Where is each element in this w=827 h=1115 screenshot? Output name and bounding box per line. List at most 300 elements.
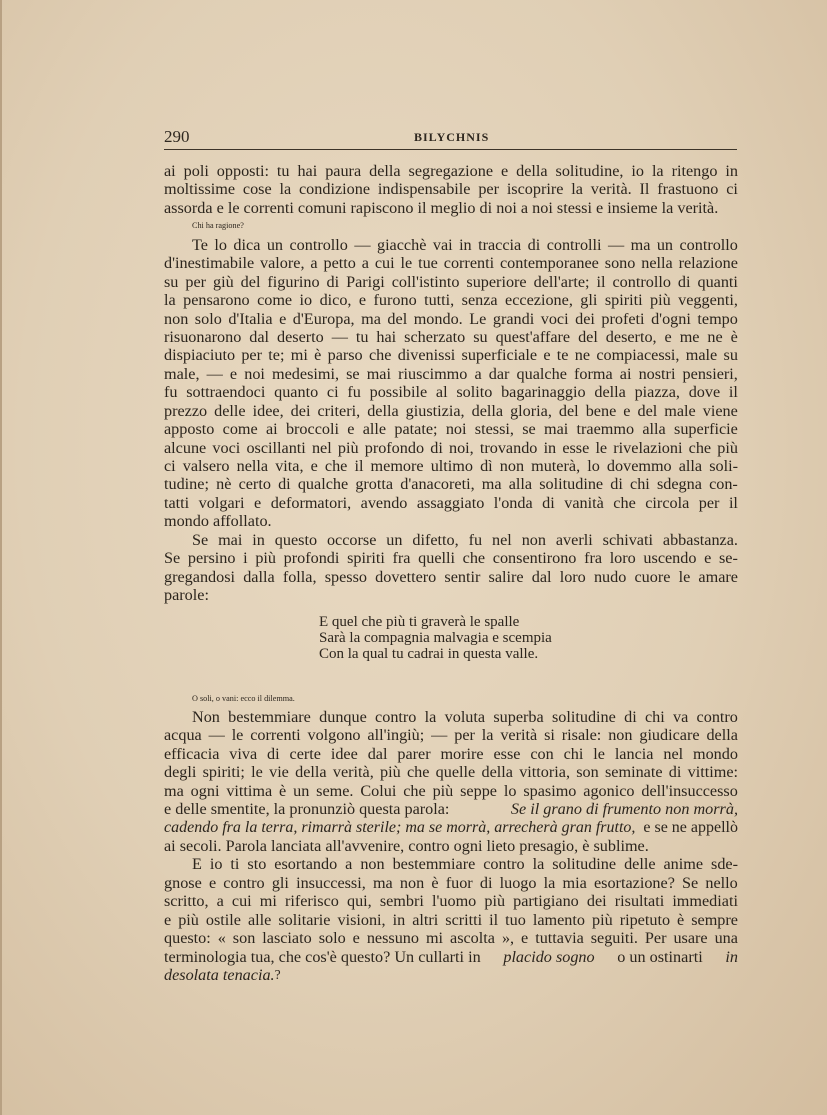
word: si xyxy=(544,726,555,745)
word: cose xyxy=(242,180,272,199)
word: muterà, xyxy=(531,457,581,475)
word: bagarinaggio xyxy=(501,383,586,402)
word: giacchè xyxy=(376,235,427,254)
word: solitudine, xyxy=(555,162,624,180)
word: tuttavia xyxy=(535,929,584,948)
word: la xyxy=(424,707,437,726)
word: risale: xyxy=(561,726,602,745)
word: le xyxy=(251,763,263,782)
word: idee, xyxy=(252,401,284,420)
word: opposti: xyxy=(216,162,269,180)
word: più xyxy=(717,438,738,457)
word: spiriti xyxy=(604,291,643,310)
word: contro xyxy=(483,855,525,874)
word: dispiaciuto xyxy=(164,346,236,365)
word: ti xyxy=(230,855,240,874)
word: sentir xyxy=(444,567,481,586)
word: ai xyxy=(265,420,278,439)
word: dal xyxy=(531,567,552,586)
word: alla xyxy=(642,420,666,439)
word: di xyxy=(326,272,340,291)
word: solitudine xyxy=(539,475,604,494)
text-line: mondo affollato. xyxy=(164,512,272,531)
word: acqua xyxy=(164,726,202,745)
word: visioni, xyxy=(337,910,386,929)
word: Il xyxy=(639,180,650,199)
text-line xyxy=(164,874,738,892)
word: giù xyxy=(213,272,234,291)
word: eccezione, xyxy=(505,291,573,310)
word: per xyxy=(241,346,262,365)
word: Se xyxy=(164,549,181,568)
word: io xyxy=(209,855,223,874)
word: dovettero xyxy=(375,567,437,586)
word: non xyxy=(499,457,525,475)
italic-quote: cadendo fra la terra, rimarrà sterile; ma se morrà, arrecherà gran frutto, xyxy=(164,818,636,836)
word: ci xyxy=(326,383,339,402)
word: forma xyxy=(574,364,613,383)
paragraph-2 xyxy=(164,217,738,235)
word: spiriti xyxy=(347,549,385,568)
word: parso xyxy=(327,346,363,365)
word: e xyxy=(254,493,262,512)
word: il xyxy=(354,457,364,475)
verse-line: E quel che più ti graverà le spalle xyxy=(319,613,520,630)
word: ma xyxy=(372,873,393,892)
word: del xyxy=(637,401,658,420)
word: e xyxy=(310,457,318,475)
word: quest'affare xyxy=(495,327,571,346)
word: in xyxy=(392,910,406,929)
word: viene xyxy=(702,401,738,420)
word: segregazione xyxy=(408,162,494,180)
word: più xyxy=(484,892,506,911)
word: di xyxy=(668,763,682,782)
word: difetto, xyxy=(412,530,459,549)
word: pensieri, xyxy=(682,364,738,383)
word: della xyxy=(295,763,327,782)
word: traemmo xyxy=(576,420,635,439)
word: qui, xyxy=(346,892,372,911)
word: controlli xyxy=(546,235,602,254)
word: d'ogni xyxy=(651,309,691,328)
word: nostri xyxy=(638,364,676,383)
word: dei xyxy=(290,401,311,420)
word: gli xyxy=(271,873,289,892)
word: scritto, xyxy=(164,892,209,911)
word: contemporanee xyxy=(500,254,599,273)
text-line xyxy=(164,291,738,309)
word: del xyxy=(240,272,261,291)
word: lo xyxy=(587,457,600,475)
word: risultati xyxy=(614,892,665,911)
word: efficacia xyxy=(164,744,220,763)
word: per xyxy=(185,272,207,291)
word: mai xyxy=(366,364,391,383)
word: nessuno xyxy=(366,929,419,948)
word: luogo xyxy=(499,873,537,892)
word: vittima xyxy=(226,781,273,800)
word: mai xyxy=(543,420,569,439)
word: su xyxy=(473,327,488,346)
word: più xyxy=(178,910,199,929)
word: male xyxy=(664,401,696,420)
word: controllo xyxy=(679,235,738,254)
word: ascolta xyxy=(450,929,495,948)
word: morire xyxy=(440,744,484,763)
word: mai xyxy=(218,530,243,549)
word: una xyxy=(714,929,738,948)
word: che xyxy=(613,493,636,512)
word: esortando xyxy=(274,855,338,874)
word: poli xyxy=(183,162,209,180)
word: profondi xyxy=(283,549,340,568)
word: esse xyxy=(493,744,521,763)
paragraph-5 xyxy=(164,690,738,708)
word: delle xyxy=(624,855,656,874)
word: cui xyxy=(374,254,395,273)
word: gloria, xyxy=(510,401,552,420)
word: con- xyxy=(709,475,738,494)
word: mi xyxy=(259,892,277,911)
word: senza xyxy=(461,291,498,310)
text-line xyxy=(164,365,738,383)
paragraph-4 xyxy=(164,531,738,605)
text-line xyxy=(164,531,738,549)
word: è xyxy=(314,346,322,365)
word: la xyxy=(543,873,556,892)
word: dì xyxy=(480,457,493,475)
word: a xyxy=(216,892,224,911)
word: e xyxy=(664,327,672,346)
word: è xyxy=(730,327,738,346)
word: d'Europa, xyxy=(292,309,355,328)
word: solo xyxy=(318,929,346,948)
text-span: e delle smentite, la pronunziò questa parola: xyxy=(164,800,450,819)
text-line xyxy=(164,457,738,475)
running-title: BILYCHNIS xyxy=(414,130,490,144)
word: deserto, xyxy=(605,327,657,346)
word: ma xyxy=(630,235,651,254)
word: tempo xyxy=(697,309,738,328)
word: io xyxy=(299,291,313,310)
word: chi xyxy=(630,475,650,494)
word: noi xyxy=(445,420,467,439)
text-line xyxy=(164,402,738,420)
word: « xyxy=(217,929,226,948)
word: male xyxy=(685,346,718,365)
word: vie xyxy=(269,763,289,782)
word: in xyxy=(252,530,265,549)
word: Se xyxy=(682,873,699,892)
word: apposto xyxy=(164,420,215,439)
word: riferisco xyxy=(284,892,339,911)
word: insuccessi, xyxy=(296,873,366,892)
word: il xyxy=(596,272,606,291)
word: la xyxy=(532,855,545,874)
word: qualche xyxy=(516,364,567,383)
word: nel xyxy=(663,744,684,763)
word: dovemmo xyxy=(606,457,672,475)
word: della xyxy=(516,162,548,180)
word: che xyxy=(403,781,426,800)
word: Per xyxy=(644,929,667,948)
text-line xyxy=(164,782,738,800)
word: certo xyxy=(238,475,271,494)
word: ma xyxy=(481,475,502,494)
text-line: assorda e le correnti comuni rapiscono il meglio di noi a noi stessi e insieme la verità. xyxy=(164,198,719,217)
word: gregandosi xyxy=(164,567,236,586)
word: verità xyxy=(500,726,538,745)
page-number: 290 xyxy=(164,127,190,146)
word: la xyxy=(164,291,176,310)
word: per xyxy=(454,726,475,745)
word: frastuono xyxy=(657,180,719,199)
word: voluta xyxy=(444,707,486,726)
word: soli- xyxy=(709,457,738,475)
word: la xyxy=(651,162,664,180)
word: furono xyxy=(373,291,417,310)
word: controllo xyxy=(289,235,348,254)
word: chi xyxy=(644,707,665,726)
word: dar xyxy=(488,364,510,383)
word: male, xyxy=(164,364,200,383)
word: Non xyxy=(192,707,220,726)
word: più xyxy=(650,291,671,310)
word: assaggiato xyxy=(416,493,485,512)
text-line xyxy=(164,911,738,929)
word: ai xyxy=(619,364,632,383)
word: hai xyxy=(376,327,397,346)
word: nudo xyxy=(593,567,627,586)
text-span: e se ne appellò xyxy=(643,818,738,836)
word: controllo xyxy=(612,272,671,291)
word: va xyxy=(673,707,689,726)
word: il xyxy=(489,910,499,929)
word: veggenti, xyxy=(678,291,738,310)
word: persino xyxy=(187,549,236,568)
word: Parigi xyxy=(346,272,385,291)
word: più xyxy=(592,910,613,929)
paragraph-6 xyxy=(164,708,738,856)
word: la xyxy=(571,180,583,199)
word: sono xyxy=(604,254,636,273)
text-span: o un ostinarti xyxy=(617,947,703,966)
word: compiacessi, xyxy=(596,346,680,365)
word: sottraendoci xyxy=(186,383,266,402)
word: trovando xyxy=(479,438,538,457)
word: l'uomo xyxy=(431,892,477,911)
word: — xyxy=(206,364,223,383)
word: spesso xyxy=(324,567,367,586)
word: di xyxy=(527,235,541,254)
word: ci xyxy=(164,457,176,475)
word: fu xyxy=(347,383,361,402)
word: della xyxy=(481,763,513,782)
word: — xyxy=(607,235,625,254)
word: dei xyxy=(575,309,595,328)
word: bestemmiare xyxy=(392,855,476,874)
text-line: ai secoli. Parola lanciata all'avvenire, contro ogni lieto presagio, è sublime. xyxy=(164,837,649,855)
word: memore xyxy=(370,457,424,475)
word: quelli xyxy=(418,549,455,568)
word: ripetuto xyxy=(619,910,671,929)
word: occorse xyxy=(326,530,377,549)
word: cuore xyxy=(634,567,671,586)
word: e xyxy=(279,309,287,328)
word: grotta xyxy=(355,475,394,494)
word: le xyxy=(231,726,244,745)
word: a xyxy=(361,254,369,273)
word: per xyxy=(478,180,499,199)
word: di xyxy=(542,493,555,512)
word: di xyxy=(624,707,637,726)
text-line: Chi ha ragione? xyxy=(192,221,244,231)
word: me xyxy=(679,327,700,346)
word: correnti xyxy=(250,726,301,745)
word: quelle xyxy=(435,763,476,782)
text-line: O soli, o vani: ecco il dilemma. xyxy=(192,693,295,703)
word: della xyxy=(594,383,626,402)
word: non xyxy=(608,726,633,745)
word: mi xyxy=(290,346,308,365)
word: dunque xyxy=(319,707,367,726)
word: vittime: xyxy=(687,763,738,782)
word: riuscimmo xyxy=(398,364,468,383)
word: vanità xyxy=(564,493,604,512)
text-line xyxy=(164,892,738,910)
word: profondo xyxy=(364,438,425,457)
word: di xyxy=(610,475,623,494)
word: te; xyxy=(268,346,285,365)
word: per xyxy=(698,493,720,512)
word: », xyxy=(501,929,515,948)
word: — xyxy=(431,726,448,745)
text-line-mixed xyxy=(164,948,738,966)
word: le xyxy=(593,744,605,763)
word: in xyxy=(543,438,557,457)
verse-quotation xyxy=(164,614,738,662)
word: giustizia, xyxy=(405,401,465,420)
word: solitudine xyxy=(551,707,616,726)
word: in xyxy=(459,235,472,254)
italic-phrase: in xyxy=(725,947,738,966)
word: un xyxy=(293,781,310,800)
paragraph-1 xyxy=(164,162,738,217)
word: questo xyxy=(274,530,318,549)
word: a xyxy=(345,855,353,874)
word: son xyxy=(232,929,256,948)
word: questo: xyxy=(164,929,211,948)
text-line-mixed xyxy=(164,819,738,837)
text-line-mixed xyxy=(164,966,738,984)
word: con xyxy=(530,744,554,763)
word: contro xyxy=(696,707,738,726)
word: ritengo xyxy=(671,162,718,180)
text-line xyxy=(164,929,738,947)
word: gli xyxy=(580,291,598,310)
word: folla, xyxy=(282,567,317,586)
word: nello xyxy=(705,873,738,892)
text-line xyxy=(164,726,738,744)
word: relazione xyxy=(678,254,738,273)
word: hai xyxy=(297,162,318,180)
word: criteri, xyxy=(317,401,361,420)
word: coll'istinto xyxy=(391,272,460,291)
word: seme. xyxy=(316,781,354,800)
word: dell'insuccesso xyxy=(641,781,738,800)
word: a xyxy=(310,254,318,273)
text-line xyxy=(164,180,738,198)
word: sembri xyxy=(379,892,424,911)
page-body xyxy=(164,162,738,985)
word: nè xyxy=(216,475,232,494)
word: e xyxy=(208,873,217,892)
word: se xyxy=(522,420,536,439)
word: sempre xyxy=(691,910,738,929)
word: fu xyxy=(164,383,178,402)
word: esse xyxy=(562,438,590,457)
word: e xyxy=(164,910,172,929)
word: nel xyxy=(492,530,512,549)
word: più xyxy=(255,549,276,568)
text-line xyxy=(164,236,738,254)
word: d'anacoreti, xyxy=(400,475,475,494)
word: noi, xyxy=(448,438,474,457)
word: pensarono xyxy=(183,291,250,310)
word: nella xyxy=(641,254,673,273)
word: indispensabile xyxy=(377,180,471,199)
word: lamento xyxy=(532,910,585,929)
word: valsero xyxy=(182,457,230,475)
word: moltissime xyxy=(164,180,236,199)
word: della xyxy=(369,162,401,180)
question-mark: ? xyxy=(274,967,281,983)
word: del xyxy=(558,401,579,420)
word: sdegna xyxy=(656,475,702,494)
word: al xyxy=(435,383,448,402)
word: petto xyxy=(323,254,356,273)
word: figurino xyxy=(267,272,320,291)
word: loro xyxy=(559,567,586,586)
word: gnose xyxy=(164,873,202,892)
word: verità, xyxy=(332,763,374,782)
word: esortazione? xyxy=(593,873,675,892)
text-line xyxy=(164,273,738,291)
word: più xyxy=(380,763,401,782)
word: te xyxy=(556,346,569,365)
word: prezzo xyxy=(164,401,208,420)
word: l'onda xyxy=(493,493,533,512)
word: seppe xyxy=(460,781,497,800)
word: di xyxy=(430,438,443,457)
word: viva xyxy=(229,744,258,763)
word: circola xyxy=(645,493,690,512)
word: dove xyxy=(688,383,721,402)
word: ogni xyxy=(190,781,220,800)
word: vittoria, xyxy=(519,763,570,782)
word: Te xyxy=(192,235,208,254)
word: bene xyxy=(585,401,617,420)
word: valore, xyxy=(260,254,305,273)
word: non xyxy=(360,855,385,874)
word: è xyxy=(677,910,685,929)
text-line xyxy=(164,855,738,873)
word: volgari xyxy=(198,493,245,512)
word: dal xyxy=(367,744,388,763)
word: spasimo xyxy=(523,781,577,800)
word: dica xyxy=(233,235,261,254)
